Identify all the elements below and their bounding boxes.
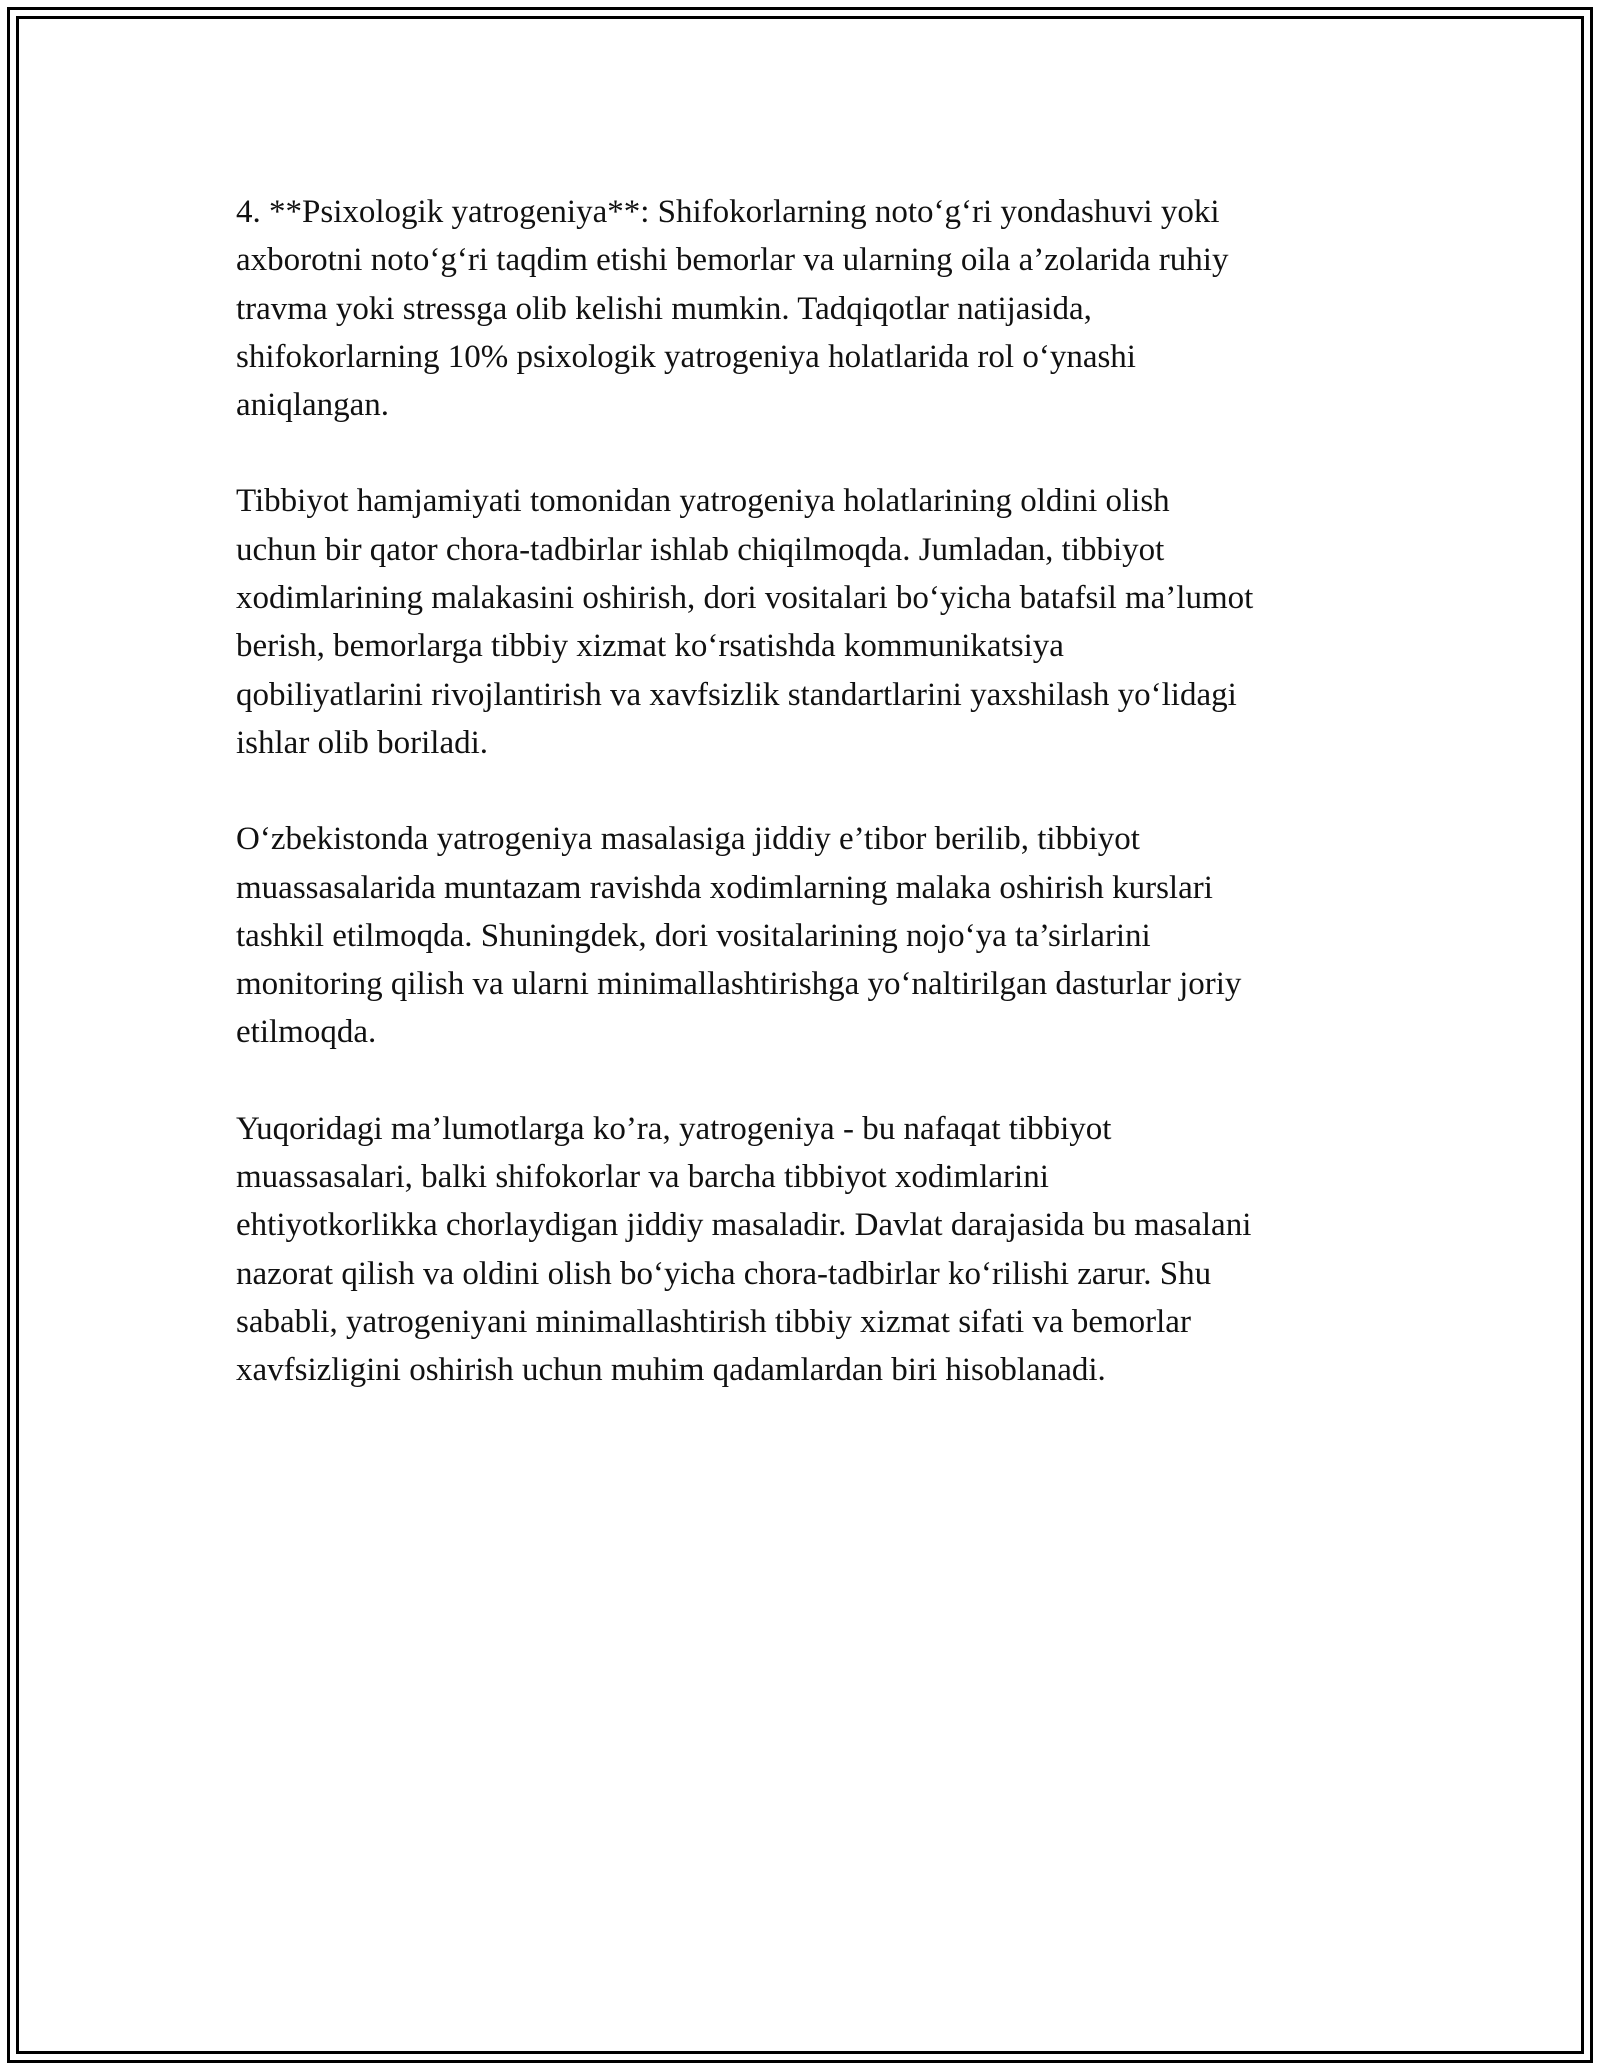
paragraph-psixologik-yatrogeniya — [236, 188, 1386, 429]
text-line: nazorat qilish va oldini olish bo‘yicha chora-tadbirlar ko‘rilishi zarur. Shu — [236, 1255, 1212, 1292]
paragraph-xulosa — [236, 1105, 1386, 1395]
text-line: Tibbiyot hamjamiyati tomonidan yatrogeniya holatlarining oldini olish — [236, 483, 1170, 520]
paragraph-chora-tadbirlar — [236, 477, 1386, 767]
text-line: berish, bemorlarga tibbiy xizmat ko‘rsatishda kommunikatsiya — [236, 628, 1064, 665]
text-line: 4. **Psixologik yatrogeniya**: Shifokorlarning noto‘g‘ri yondashuvi yoki — [236, 194, 1220, 230]
text-line: etilmoqda. — [236, 1014, 377, 1051]
text-line: Yuqoridagi ma’lumotlarga ko’ra, yatrogeniya - bu nafaqat tibbiyot — [236, 1110, 1112, 1147]
text-line: tashkil etilmoqda. Shuningdek, dori vositalarining nojo‘ya ta’sirlarini — [236, 917, 1151, 954]
document-body — [236, 188, 1386, 1443]
text-line: axborotni noto‘g‘ri taqdim etishi bemorlar va ularning oila a’zolarida ruhiy — [236, 242, 1229, 279]
paragraph-ozbekiston — [236, 815, 1386, 1056]
text-line: ishlar olib boriladi. — [236, 724, 489, 761]
text-line: muassasalarida muntazam ravishda xodimlarning malaka oshirish kurslari — [236, 869, 1213, 906]
text-line: monitoring qilish va ularni minimallashtirishga yo‘naltirilgan dasturlar joriy — [236, 966, 1242, 1003]
text-line: shifokorlarning 10% psixologik yatrogeniya holatlarida rol o‘ynashi — [236, 338, 1136, 375]
text-line: O‘zbekistonda yatrogeniya masalasiga jiddiy e’tibor berilib, tibbiyot — [236, 821, 1140, 858]
text-line: xavfsizligini oshirish uchun muhim qadamlardan biri hisoblanadi. — [236, 1352, 1106, 1389]
text-line: ehtiyotkorlikka chorlaydigan jiddiy masaladir. Davlat darajasida bu masalani — [236, 1207, 1252, 1244]
text-line: travma yoki stressga olib kelishi mumkin. Tadqiqotlar natijasida, — [236, 290, 1092, 327]
text-line: sababli, yatrogeniyani minimallashtirish tibbiy xizmat sifati va bemorlar — [236, 1303, 1191, 1340]
text-line: muassasalari, balki shifokorlar va barcha tibbiyot xodimlarini — [236, 1159, 1049, 1196]
text-line: aniqlangan. — [236, 387, 390, 424]
text-line: qobiliyatlarini rivojlantirish va xavfsizlik standartlarini yaxshilash yo‘lidagi — [236, 676, 1237, 713]
text-line: uchun bir qator chora-tadbirlar ishlab chiqilmoqda. Jumladan, tibbiyot — [236, 531, 1165, 568]
text-line: xodimlarining malakasini oshirish, dori vositalari bo‘yicha batafsil ma’lumot — [236, 580, 1254, 617]
